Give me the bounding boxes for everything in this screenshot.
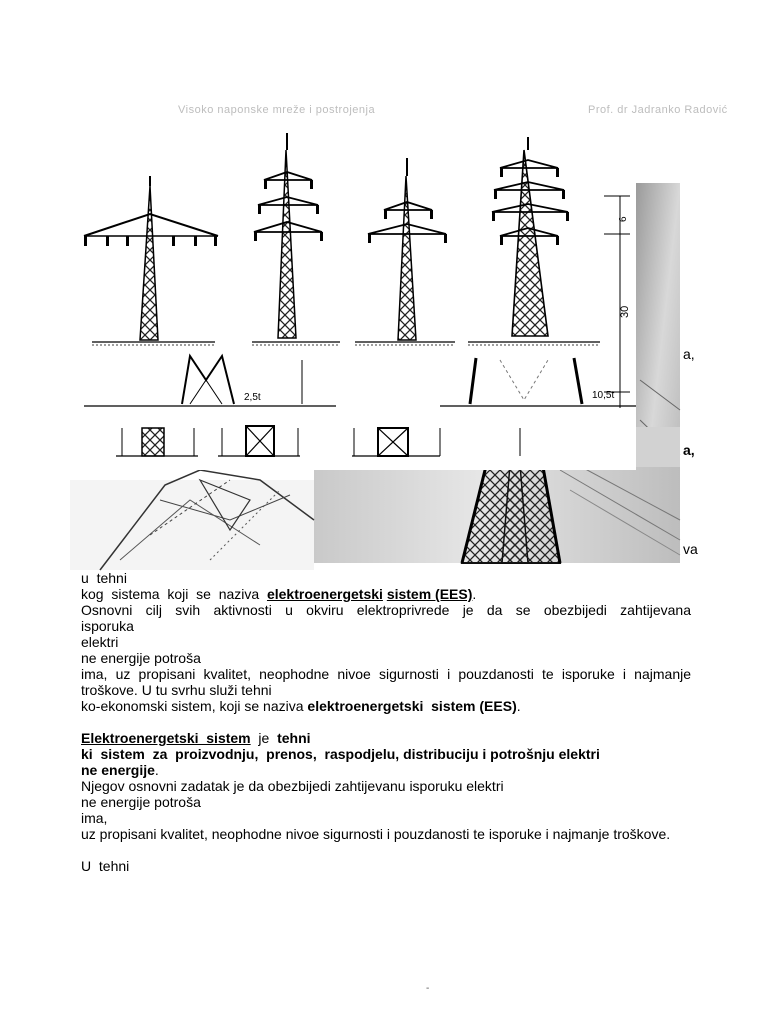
- text-line: troškove. U tu svrhu služi tehni: [81, 682, 272, 698]
- tower-elevations-drawing: [70, 118, 636, 470]
- dim-label-base-1: 2,5t: [244, 392, 261, 403]
- definition-run: ne energije: [81, 762, 155, 778]
- page-marker: -: [426, 983, 430, 994]
- text-line: uz propisani kvalitet, neophodne nivoe sigurnosti i pouzdanosti te isporuke i najmanje troškove.: [81, 826, 671, 842]
- text-line: ki sistem za proizvodnju, prenos, raspodjelu, distribuciju i potrošnju elektri: [81, 746, 600, 762]
- text-fragment: a,: [683, 346, 695, 362]
- tower-sketch-bottom-left: [70, 470, 314, 570]
- text-line: elektri: [81, 634, 119, 650]
- text-line: U tehni: [81, 858, 130, 874]
- definition-term: Elektroenergetski sistem: [81, 730, 251, 746]
- text-line: ima,: [81, 810, 108, 826]
- body-text: [81, 570, 699, 874]
- term-ees-abbr: sistem (EES): [386, 586, 473, 602]
- text-run: .: [472, 586, 477, 602]
- term-ees-bold: elektroenergetski sistem (EES): [307, 698, 517, 714]
- text-line: ima, uz propisani kvalitet, neophodne nivoe sigurnosti i pouzdanosti te isporuke i najmanje: [81, 666, 691, 682]
- text-run: .: [516, 698, 521, 714]
- text-run: kog sistema koji se naziva: [81, 586, 267, 602]
- text-run: .: [154, 762, 159, 778]
- dim-label-base-2: 10,5t: [592, 390, 615, 401]
- paragraph-gap: [81, 842, 691, 858]
- text-line: Njegov osnovni zadatak je da obezbijedi zahtijevanu isporuku elektri: [81, 778, 504, 794]
- text-run: je: [250, 730, 278, 746]
- text-line: [81, 698, 691, 714]
- running-header-right: Prof. dr Jadranko Radović: [588, 104, 728, 116]
- running-header-left: Visoko naponske mreže i postrojenja: [178, 104, 376, 116]
- text-fragment: va: [683, 541, 698, 557]
- dim-label-height: 30: [619, 305, 631, 318]
- text-line: [81, 730, 691, 746]
- text-line: u tehni: [81, 570, 127, 586]
- term-ees: elektroenergetski: [266, 586, 383, 602]
- definition-run: tehni: [277, 730, 311, 746]
- text-line: ne energije potroša: [81, 650, 201, 666]
- text-fragment: a,: [683, 442, 695, 458]
- paragraph-gap: [81, 714, 691, 730]
- text-line: [81, 586, 691, 602]
- text-line: [81, 762, 691, 778]
- dim-label-top: 6: [618, 216, 629, 222]
- text-line: Osnovni cilj svih aktivnosti u okviru elektroprivrede je da se obezbijedi zahtijevana isporuka: [81, 602, 699, 634]
- text-run: ko-ekonomski sistem, koji se naziva: [81, 698, 308, 714]
- text-line: ne energije potroša: [81, 794, 201, 810]
